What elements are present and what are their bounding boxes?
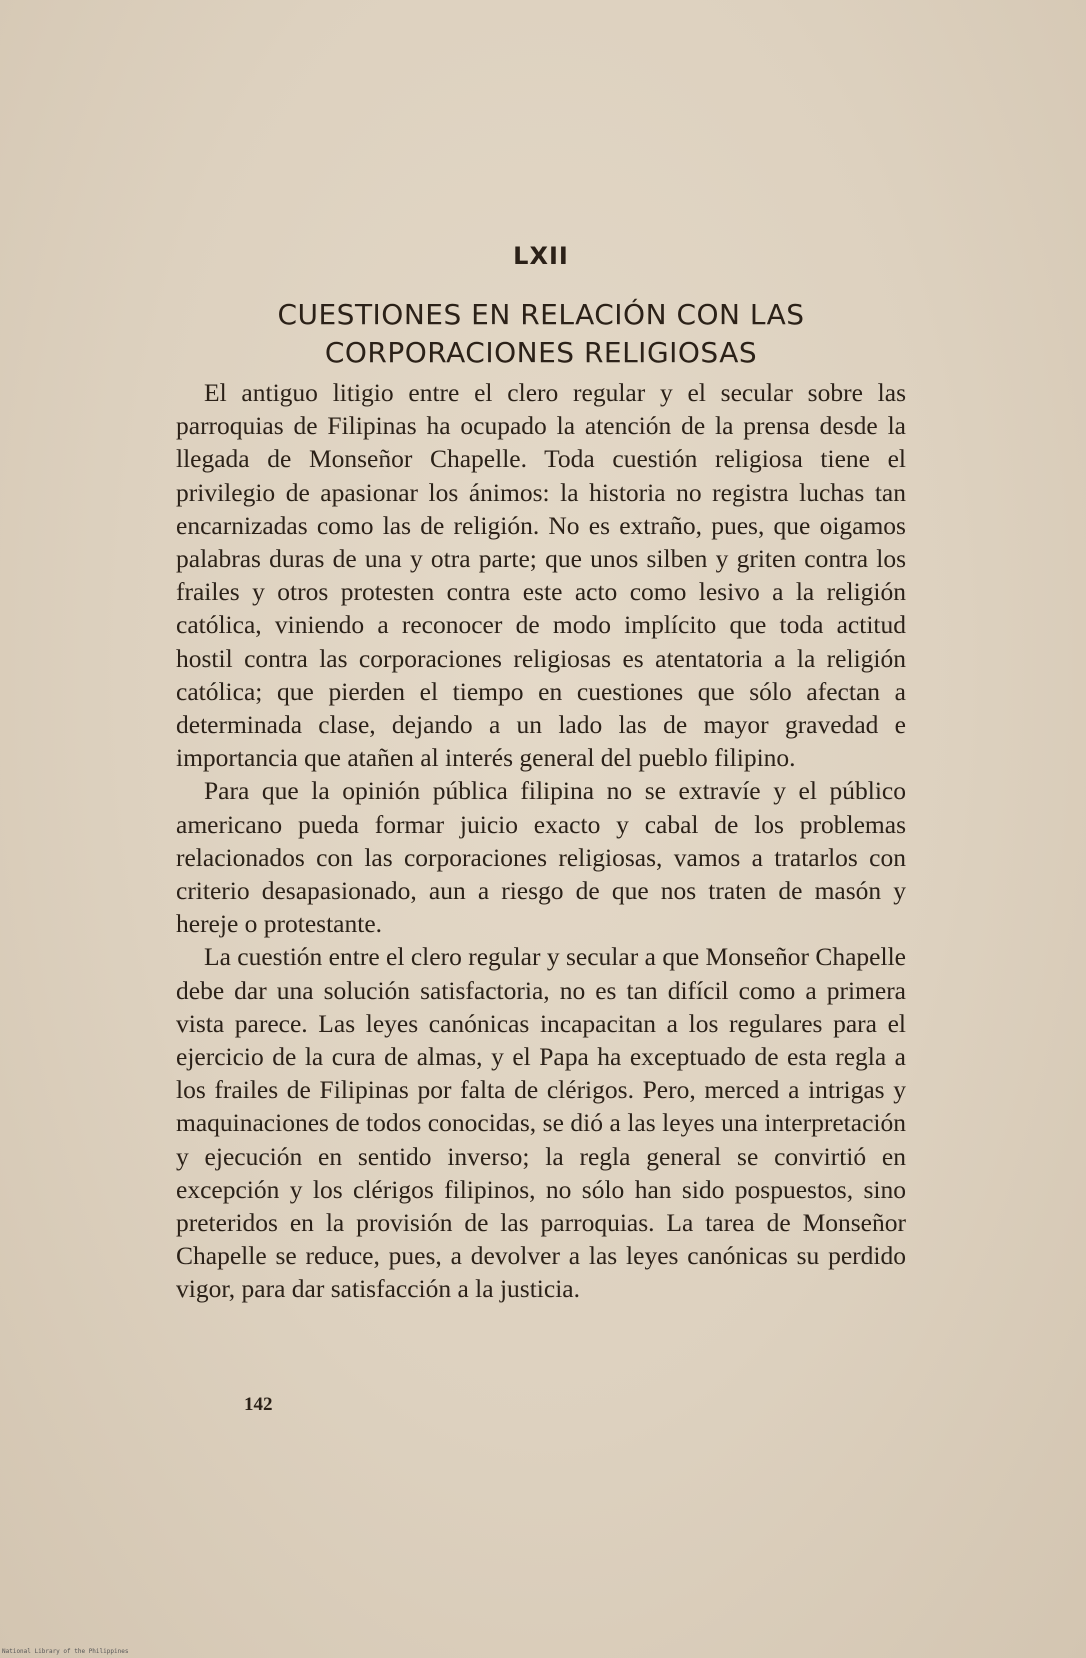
chapter-number: LXII [513, 242, 569, 270]
paragraph-3: La cuestión entre el clero regular y secular a que Monseñor Chapelle debe dar una solución satisfactoria, no es tan difícil como a primera vista parece. Las leyes canónicas incapacitan a los regulares para el ejercicio de la cura de almas, y el Papa ha exceptuado de esta regla a los frailes de Filipinas por falta de clérigos. Pero, merced a intrigas y maquinaciones de todos conocidas, se dió a las leyes una interpretación y ejecución en sentido inverso; la regla general se convirtió en excepción y los clérigos filipinos, no sólo han sido pospuestos, sino preteridos en la provisión de las parroquias. La tarea de Monseñor Chapelle se reduce, pues, a devolver a las leyes canónicas su perdido vigor, para dar satisfacción a la justicia. [176, 942, 906, 1304]
paragraph-1: El antiguo litigio entre el clero regular y el secular sobre las parroquias de Filipinas ha ocupado la atención de la prensa desde la llegada de Monseñor Chapelle. Toda cuestión religiosa tiene el privilegio de apasionar los ánimos: la historia no registra luchas tan encarnizadas como las de religión. No es extraño, pues, que oigamos palabras duras de una y otra parte; que unos silben y griten contra los frailes y otros protesten contra este acto como lesivo a la religión católica, viniendo a reconocer de modo implícito que toda actitud hostil contra las corporaciones religiosas es atentatoria a la religión católica; que pierden el tiempo en cuestiones que sólo afectan a determinada clase, dejando a un lado las de mayor gravedad e importancia que atañen al interés general del pueblo filipino. [176, 378, 906, 773]
chapter-title [176, 296, 906, 372]
chapter-title-line-1: CUESTIONES EN RELACIÓN CON LAS [277, 298, 805, 331]
page-text-block [176, 238, 906, 1306]
page-number: 142 [244, 1394, 273, 1415]
footer-credit: National Library of the Philippines [2, 1648, 129, 1655]
chapter-title-line-2: CORPORACIONES RELIGIOSAS [324, 336, 758, 369]
paragraph-2: Para que la opinión pública filipina no se extravíe y el público americano pueda formar juicio exacto y cabal de los problemas relacionados con las corporaciones religiosas, vamos a tratarlos con criterio desapasionado, aun a riesgo de que nos traten de masón y hereje o protestante. [176, 776, 906, 939]
